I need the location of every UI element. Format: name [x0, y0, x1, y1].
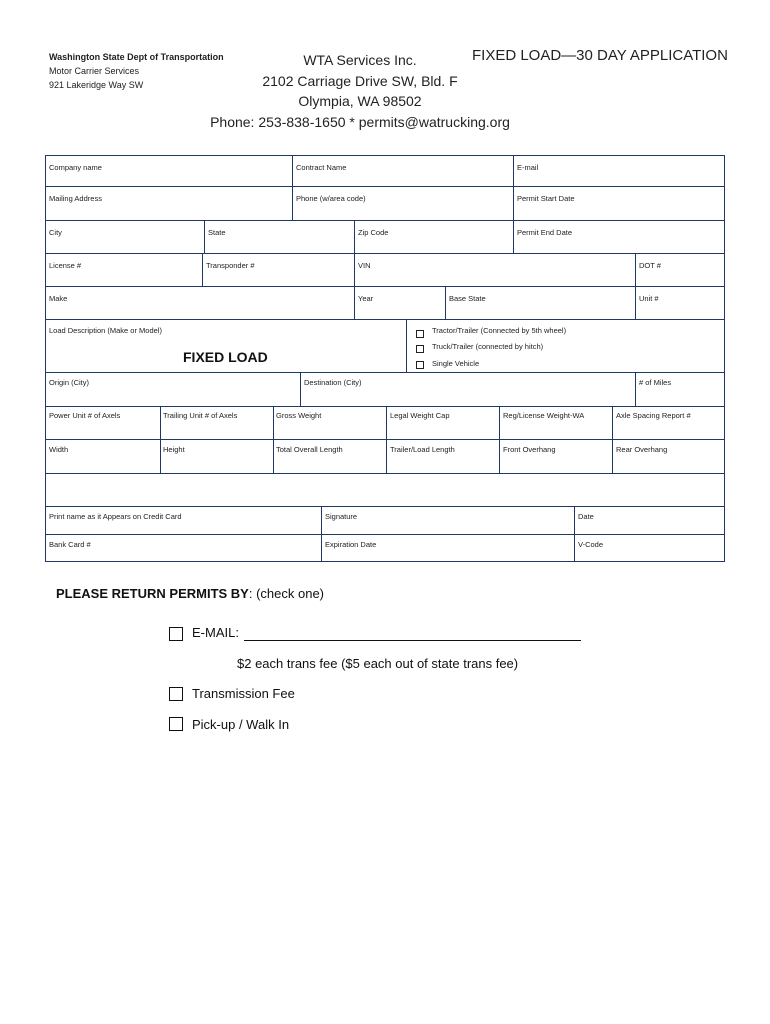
- application-form: [45, 155, 725, 562]
- height-field[interactable]: Height: [163, 445, 185, 454]
- license-field[interactable]: License #: [49, 261, 82, 270]
- company-name-field[interactable]: Company name: [49, 163, 102, 172]
- gross-weight-field[interactable]: Gross Weight: [276, 411, 322, 420]
- email-return-checkbox[interactable]: [169, 627, 183, 641]
- email-return-line[interactable]: [244, 640, 581, 641]
- transmission-checkbox[interactable]: [169, 687, 183, 701]
- legal-weight-field[interactable]: Legal Weight Cap: [390, 411, 450, 420]
- make-field[interactable]: Make: [49, 294, 68, 303]
- agency-division: Motor Carrier Services: [49, 66, 140, 76]
- base-state-field[interactable]: Base State: [449, 294, 486, 303]
- tractor-trailer-checkbox[interactable]: [416, 330, 424, 338]
- truck-trailer-label: Truck/Trailer (connected by hitch): [432, 342, 544, 351]
- return-title: [56, 586, 324, 601]
- company-name: WTA Services Inc.: [303, 52, 417, 68]
- load-description-value: FIXED LOAD: [183, 349, 268, 365]
- dot-field[interactable]: DOT #: [639, 261, 661, 270]
- load-description-label[interactable]: Load Description (Make or Model): [49, 326, 162, 335]
- origin-field[interactable]: Origin (City): [49, 378, 90, 387]
- pickup-checkbox[interactable]: [169, 717, 183, 731]
- miles-field[interactable]: # of Miles: [639, 378, 672, 387]
- power-axles-field[interactable]: Power Unit # of Axels: [49, 411, 121, 420]
- state-field[interactable]: State: [208, 228, 226, 237]
- trailer-length-field[interactable]: Trailer/Load Length: [390, 445, 455, 454]
- width-field[interactable]: Width: [49, 445, 69, 454]
- email-field[interactable]: E-mail: [517, 163, 539, 172]
- print-name-field[interactable]: Print name as it Appears on Credit Card: [49, 512, 182, 521]
- vcode-field[interactable]: V-Code: [578, 540, 604, 549]
- unit-field[interactable]: Unit #: [639, 294, 659, 303]
- truck-trailer-checkbox[interactable]: [416, 345, 424, 353]
- form-title: FIXED LOAD—30 DAY APPLICATION: [472, 47, 728, 64]
- agency-name: Washington State Dept of Transportation: [49, 52, 224, 62]
- tractor-trailer-label: Tractor/Trailer (Connected by 5th wheel): [432, 326, 567, 335]
- trailing-axles-field[interactable]: Trailing Unit # of Axels: [163, 411, 238, 420]
- return-title-rest: : (check one): [248, 586, 325, 601]
- bank-card-field[interactable]: Bank Card #: [49, 540, 91, 549]
- email-return-label: E-MAIL:: [192, 625, 239, 640]
- company-street: 2102 Carriage Drive SW, Bld. F: [262, 72, 458, 89]
- return-title-bold: PLEASE RETURN PERMITS BY: [56, 586, 249, 601]
- front-overhang-field[interactable]: Front Overhang: [503, 445, 556, 454]
- axle-spacing-field[interactable]: Axle Spacing Report #: [616, 411, 691, 420]
- company-city: Olympia, WA 98502: [298, 93, 422, 109]
- vin-field[interactable]: VIN: [358, 261, 371, 270]
- contract-name-field[interactable]: Contract Name: [296, 163, 347, 172]
- city-field[interactable]: City: [49, 228, 62, 237]
- permit-start-field[interactable]: Permit Start Date: [517, 194, 575, 203]
- reg-weight-field[interactable]: Reg/License Weight-WA: [503, 411, 585, 420]
- date-field[interactable]: Date: [578, 512, 594, 521]
- single-vehicle-label: Single Vehicle: [432, 359, 480, 368]
- transmission-label: Transmission Fee: [192, 686, 295, 701]
- permit-end-field[interactable]: Permit End Date: [517, 228, 573, 237]
- pickup-label: Pick-up / Walk In: [192, 717, 290, 732]
- expiration-field[interactable]: Expiration Date: [325, 540, 377, 549]
- transponder-field[interactable]: Transponder #: [206, 261, 255, 270]
- total-length-field[interactable]: Total Overall Length: [276, 445, 343, 454]
- year-field[interactable]: Year: [358, 294, 374, 303]
- single-vehicle-checkbox[interactable]: [416, 361, 424, 369]
- rear-overhang-field[interactable]: Rear Overhang: [616, 445, 668, 454]
- fee-note: $2 each trans fee ($5 each out of state trans fee): [237, 656, 519, 671]
- mailing-address-field[interactable]: Mailing Address: [49, 194, 102, 203]
- phone-field[interactable]: Phone (w/area code): [296, 194, 366, 203]
- zip-field[interactable]: Zip Code: [358, 228, 389, 237]
- company-contact: Phone: 253-838-1650 * permits@watrucking.org: [210, 113, 510, 130]
- signature-field[interactable]: Signature: [325, 512, 358, 521]
- agency-address: 921 Lakeridge Way SW: [49, 80, 144, 90]
- destination-field[interactable]: Destination (City): [304, 378, 362, 387]
